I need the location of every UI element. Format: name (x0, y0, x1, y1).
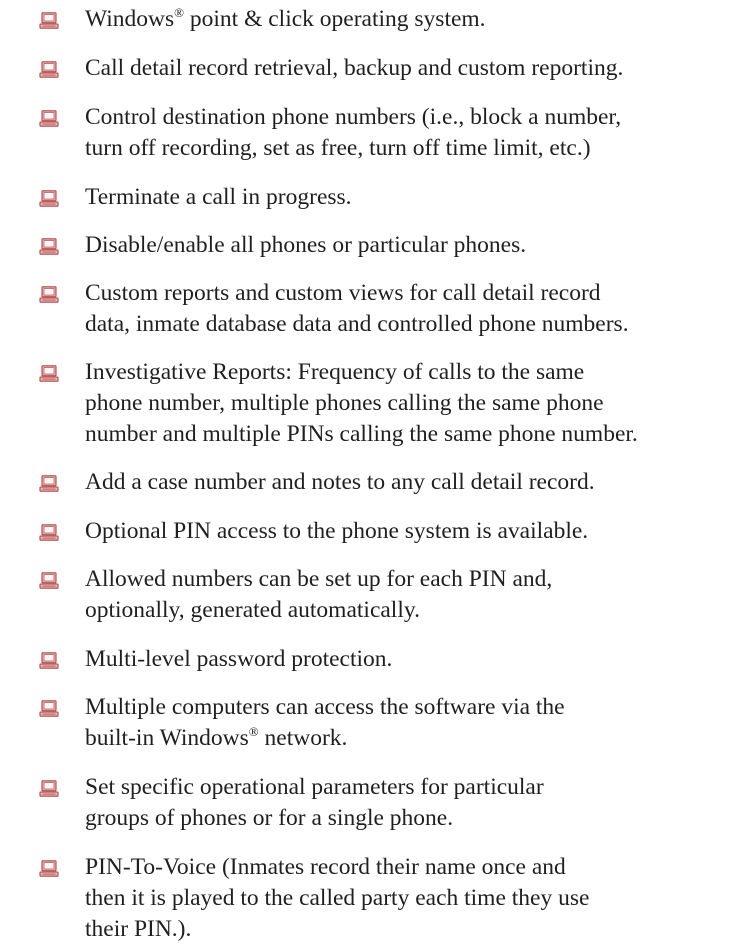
computer-icon (39, 780, 59, 797)
feature-text: Set specific operational parameters for particular groups of phones or for a single phone. (85, 774, 544, 831)
feature-text: Investigative Reports: Frequency of calls to the same phone number, multiple phones calling the same phone number and multiple PINs calling the same phone number. (85, 359, 638, 447)
feature-text: Control destination phone numbers (i.e., block a number, turn off recording, set as free, turn off time limit, etc.) (85, 104, 622, 161)
computer-icon (39, 524, 59, 541)
computer-icon (39, 12, 59, 29)
feature-text: Disable/enable all phones or particular phones. (85, 232, 527, 258)
feature-text: PIN-To-Voice (Inmates record their name once and then it is played to the called party each time they use their PIN.). (85, 854, 590, 942)
feature-text: Windows® point & click operating system. (85, 5, 486, 32)
computer-icon (39, 61, 59, 78)
computer-icon (39, 652, 59, 669)
feature-text: Allowed numbers can be set up for each PIN and, optionally, generated automatically. (85, 566, 553, 623)
computer-icon (39, 572, 59, 589)
computer-icon (39, 110, 59, 127)
feature-text: Multiple computers can access the software via the built-in Windows® network. (85, 694, 565, 751)
feature-text: Custom reports and custom views for call detail record data, inmate database data and controlled phone numbers. (85, 280, 629, 337)
feature-text: Optional PIN access to the phone system is available. (85, 518, 589, 544)
computer-icon (39, 365, 59, 382)
computer-icon (39, 860, 59, 877)
computer-icon (39, 700, 59, 717)
feature-text: Multi-level password protection. (85, 646, 393, 672)
feature-text: Add a case number and notes to any call detail record. (85, 469, 595, 495)
computer-icon (39, 475, 59, 492)
feature-text: Terminate a call in progress. (85, 184, 352, 210)
computer-icon (39, 286, 59, 303)
registered-mark: ® (248, 724, 259, 739)
registered-mark: ® (174, 5, 185, 20)
computer-icon (39, 190, 59, 207)
computer-icon (39, 238, 59, 255)
feature-text: Call detail record retrieval, backup and custom reporting. (85, 55, 624, 81)
